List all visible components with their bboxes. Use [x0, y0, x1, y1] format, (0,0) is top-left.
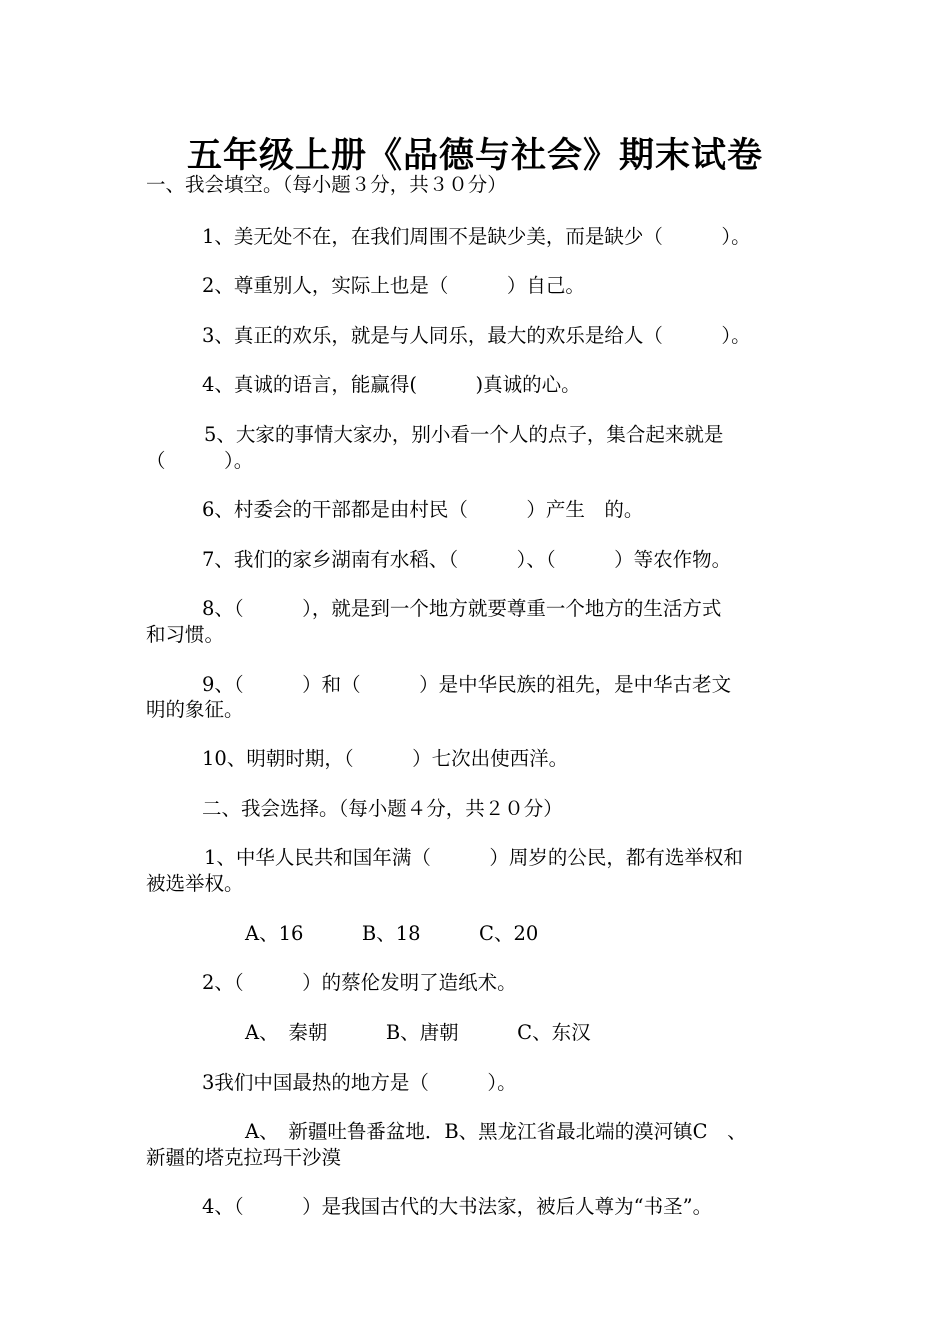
question-1-1: 1、美无处不在，在我们周围不是缺少美，而是缺少（ ）。 — [202, 225, 751, 248]
question-1-4: 4、真诚的语言，能赢得( )真诚的心。 — [202, 373, 581, 396]
question-2-3-options-line1: A、 新疆吐鲁番盆地．B、黑龙江省最北端的漠河镇C 、 — [245, 1120, 747, 1143]
question-1-5-line1: 5、大家的事情大家办，别小看一个人的点子，集合起来就是 — [204, 423, 724, 446]
question-2-1-line1: 1、中华人民共和国年满（ ）周岁的公民，都有选举权和 — [204, 846, 743, 869]
question-1-3: 3、真正的欢乐，就是与人同乐，最大的欢乐是给人（ ）。 — [202, 324, 751, 347]
question-1-5-line2: （ ）。 — [146, 449, 254, 472]
question-2-2: 2、（ ）的蔡伦发明了造纸术。 — [202, 971, 517, 994]
question-2-1-line2: 被选举权。 — [146, 872, 244, 895]
question-1-8-line2: 和习惯。 — [146, 623, 225, 646]
question-2-1-options: A、16 B、18 C、20 — [245, 922, 539, 945]
question-1-9-line2: 明的象征。 — [146, 698, 244, 721]
question-2-3: 3我们中国最热的地方是（ ）。 — [202, 1071, 517, 1094]
question-1-8-line1: 8、（ ），就是到一个地方就要尊重一个地方的生活方式 — [202, 597, 722, 620]
question-1-9-line1: 9、（ ）和（ ）是中华民族的祖先，是中华古老文 — [202, 673, 732, 696]
question-1-7: 7、我们的家乡湖南有水稻、（ ）、（ ）等农作物。 — [202, 548, 732, 571]
question-1-6: 6、村委会的干部都是由村民（ ）产生 的。 — [202, 498, 644, 521]
section2-heading: 二、我会选择。（每小题４分，共２０分） — [202, 797, 563, 820]
page-title: 五年级上册《品德与社会》期末试卷 — [186, 136, 763, 176]
question-1-10: 10、明朝时期，（ ）七次出使西洋。 — [202, 747, 569, 770]
question-1-2: 2、尊重别人，实际上也是（ ）自己。 — [202, 274, 585, 297]
question-2-4: 4、（ ）是我国古代的大书法家，被后人尊为“书圣”。 — [202, 1195, 713, 1218]
section1-heading: 一、我会填空。（每小题３分，共３０分） — [146, 173, 507, 196]
question-2-2-options: A、 秦朝 B、唐朝 C、东汉 — [245, 1021, 591, 1044]
question-2-3-options-line2: 新疆的塔克拉玛干沙漠 — [146, 1146, 342, 1169]
